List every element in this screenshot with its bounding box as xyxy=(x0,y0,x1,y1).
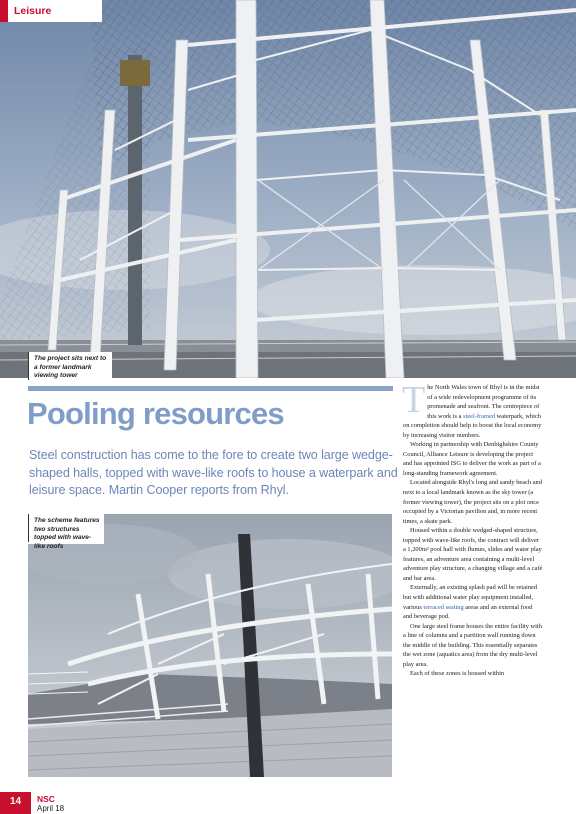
article-text: areas and an external food and beverage pod. xyxy=(403,603,533,621)
section-tag-bar xyxy=(0,0,8,22)
headline-rule xyxy=(28,386,393,391)
issue-date: April 18 xyxy=(37,804,65,813)
article-paragraph: Each of these zones is housed within xyxy=(410,670,505,678)
article-paragraph: One large steel frame houses the entire facility with a line of columns and a partition wall running down the middle of the building. This essentially separates the wet zone (aquatics area) from the dry multi-level play area. xyxy=(403,622,542,668)
top-photo xyxy=(0,0,576,378)
bottom-photo-caption: The scheme features two structures topped with wave-like roofs xyxy=(28,514,104,544)
top-photo-caption: The project sits next to a former landmark viewing tower xyxy=(28,352,112,382)
article-paragraph xyxy=(403,583,543,621)
article-paragraph xyxy=(402,379,543,440)
terraced-seating-link[interactable]: terraced seating xyxy=(423,603,464,611)
article-body xyxy=(402,379,543,679)
roof-steelwork-photo xyxy=(28,514,392,777)
article-text: Externally, an existing splash pad will be retained but with additional water play equipment installed, various xyxy=(403,584,538,611)
magazine-name: NSC xyxy=(37,794,55,804)
standfirst: Steel construction has come to the fore to create two large wedge-shaped halls, topped with wave-like roofs to house a waterpark and leisure space. Martin Cooper reports from Rhyl. xyxy=(29,448,398,497)
article-paragraph: Located alongside Rhyl's long and sandy beach and next to a local landmark known as the sky tower (a former viewing tower), the project sits on a plot once occupied by a Victorian pavilion and, in more recent times, a skate park. xyxy=(403,479,542,525)
steel-framed-link[interactable]: steel-framed xyxy=(463,412,496,420)
page-number: 14 xyxy=(0,792,31,814)
caption-rule xyxy=(28,514,29,542)
steel-frame-photo xyxy=(0,0,576,378)
article-text: he North Wales town of Rhyl is in the midst of a wide redevelopment programme of its promenade and seafront. The centrepiece of this work is a xyxy=(427,384,540,420)
bottom-photo xyxy=(28,514,392,777)
section-label: Leisure xyxy=(14,5,52,17)
article-paragraph: Housed within a double wedged-shaped structure, topped with wave-like roofs, the contract will deliver a 1,200m² pool hall with flumes, slides and water play features, an adventure area containing a multi-level adventure play structure, a changing village and a café and bar area. xyxy=(403,527,543,582)
section-tag xyxy=(0,0,102,22)
drop-cap: T xyxy=(402,379,426,421)
article-paragraph: Working in partnership with Denbighshire County Council, Alliance Leisure is developing the project and has appointed ISG to deliver the work as part of a long-standing framework agreement. xyxy=(403,441,541,477)
caption-rule xyxy=(28,352,29,380)
headline: Pooling resources xyxy=(27,396,284,431)
article-text: waterpark, which on completion should help to boost the local economy by increasing visitor numbers. xyxy=(403,412,542,439)
